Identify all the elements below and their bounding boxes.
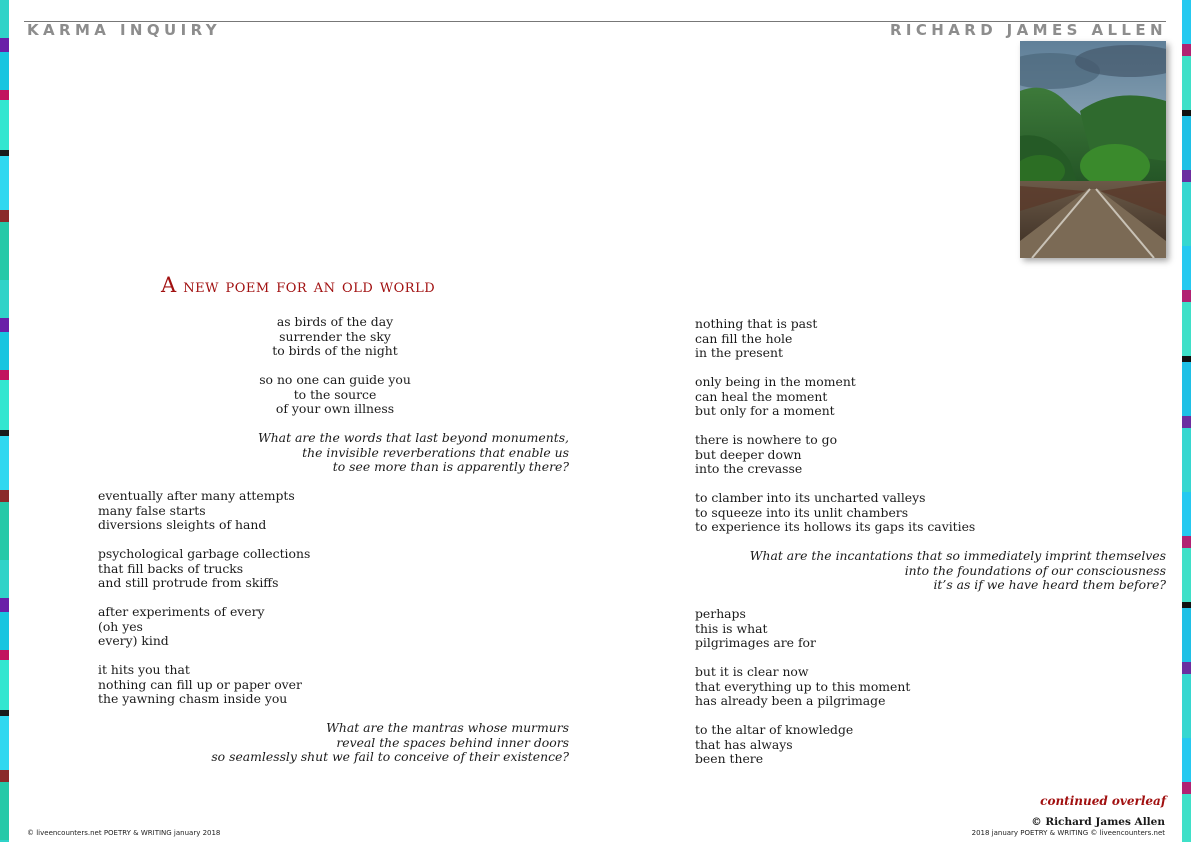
poem-line: many false starts [98, 502, 206, 518]
poem-line: as birds of the day [276, 314, 394, 329]
footer-left: © liveencounters.net POETRY & WRITING january 2018 [27, 829, 221, 837]
poem-line: but only for a moment [695, 403, 835, 418]
poem-line: that fill backs of trucks [98, 560, 244, 576]
poem-title [161, 273, 435, 297]
poem-line: this is what [695, 620, 768, 636]
stanza [695, 665, 910, 709]
poem-line: to the source [293, 386, 377, 402]
poem-line: been there [695, 751, 764, 766]
poem-line: can heal the moment [695, 388, 828, 404]
poem-line: it’s as if we have heard them before? [933, 577, 1166, 592]
poem-line: psychological garbage collections [98, 546, 311, 561]
right-upper-stanzas [695, 317, 975, 549]
poem-line: only being in the moment [695, 374, 856, 389]
poem-line: diversions sleights of hand [98, 517, 267, 532]
poem-line: every) kind [98, 633, 169, 648]
poem-line: it hits you that [98, 662, 190, 677]
left-italic-question-1 [258, 431, 569, 475]
poem-line: to birds of the night [272, 343, 398, 358]
poem-line: pilgrimages are for [695, 635, 816, 650]
poem-line: eventually after many attempts [98, 488, 295, 503]
poem-line: has already been a pilgrimage [695, 693, 886, 708]
stanza [695, 317, 975, 361]
poem-line: What are the incantations that so immediately imprint themselves [749, 548, 1166, 563]
poem-line: that has always [695, 736, 793, 752]
poem-line: perhaps [695, 606, 746, 621]
stanza [695, 433, 975, 477]
poem-line: in the present [695, 345, 783, 360]
poem-title-text: new poem for an old world [176, 275, 436, 297]
poem-line: nothing can fill up or paper over [98, 676, 302, 692]
poem-line: the yawning chasm inside you [98, 691, 288, 706]
continued-overleaf-note: continued overleaf [1040, 794, 1166, 808]
stanza [695, 491, 975, 535]
stanza [250, 373, 420, 417]
left-body-stanzas [98, 489, 310, 721]
poem-line: and still protrude from skiffs [98, 575, 279, 590]
stanza [250, 315, 420, 359]
poem-line: there is nowhere to go [695, 432, 838, 447]
poem-line: surrender the sky [279, 328, 391, 344]
right-italic-question [750, 549, 1166, 593]
poem-line: What are the words that last beyond monuments, [257, 430, 569, 445]
left-decorative-border [0, 0, 9, 842]
poem-line: that everything up to this moment [695, 678, 911, 694]
poem-line: so no one can guide you [259, 372, 411, 387]
poem-line: (oh yes [98, 618, 143, 634]
poem-line: can fill the hole [695, 330, 793, 346]
poem-line: to clamber into its uncharted valleys [695, 490, 926, 505]
stanza [98, 547, 310, 591]
poem-line: of your own illness [275, 401, 395, 416]
poem-line: but deeper down [695, 446, 802, 462]
footer-right: 2018 january POETRY & WRITING © liveencounters.net [971, 829, 1165, 837]
left-italic-question-2 [211, 721, 569, 765]
poem-line: to experience its hollows its gaps its cavities [695, 519, 976, 534]
stanza [98, 663, 310, 707]
section-header: KARMA INQUIRY [27, 21, 221, 39]
poem-line: so seamlessly shut we fail to conceive of their existence? [211, 749, 569, 764]
stanza [695, 723, 910, 767]
poem-line: reveal the spaces behind inner doors [336, 734, 569, 750]
poem-line: What are the mantras whose murmurs [326, 720, 569, 735]
stanza [98, 489, 310, 533]
poem-line: to squeeze into its unlit chambers [695, 504, 909, 520]
stanza [98, 605, 310, 649]
poem-line: after experiments of every [98, 604, 265, 619]
poem-line: nothing that is past [695, 316, 818, 331]
author-header: RICHARD JAMES ALLEN [889, 21, 1167, 39]
poem-line: the invisible reverberations that enable us [302, 444, 569, 460]
poem-line: to the altar of knowledge [695, 722, 854, 737]
poem-line: but it is clear now [695, 664, 809, 679]
railway-landscape-photo [1020, 41, 1166, 258]
poem-title-initial: A [161, 273, 177, 297]
right-lower-stanzas [695, 607, 910, 781]
poem-line: into the foundations of our consciousness [904, 562, 1166, 578]
poem-line: into the crevasse [695, 461, 803, 476]
railway-landscape-image [1020, 41, 1166, 258]
stanza [695, 375, 975, 419]
left-opening-stanzas [250, 315, 420, 431]
stanza [695, 607, 910, 651]
author-copyright: © Richard James Allen [1031, 816, 1165, 828]
right-decorative-border [1182, 0, 1191, 842]
poem-line: to see more than is apparently there? [332, 459, 569, 474]
